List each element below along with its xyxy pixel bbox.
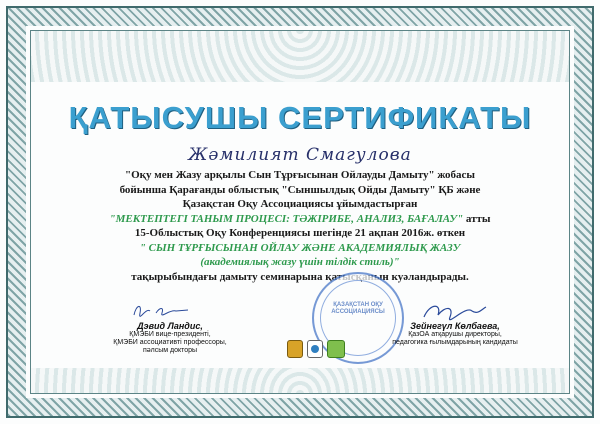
seminar-title: " СЫН ТҰРҒЫСЫНАН ОЙЛАУ ЖӘНЕ АКАДЕМИЯЛЫҚ ЖАЗУ [139,241,461,254]
signer-left-role: ҚМЭБИ ассоциативті профессоры, [113,339,227,346]
signer-left-role: пәлсым докторы [142,347,198,354]
conference-title: "МЕКТЕПТЕГІ ТАНЫМ ПРОЦЕСІ: ТӘЖІРИБЕ, АНАЛИЗ, БАҒАЛАУ" [109,212,464,225]
body-line [60,212,540,227]
certificate-title: ҚАТЫСУШЫ СЕРТИФИКАТЫ [68,100,532,135]
signer-right-role: педагогика ғылымдарының кандидаты [392,339,518,346]
recipient-name: Жәмилият Смагулова [188,145,412,165]
organization-logo-icon [307,340,323,358]
signer-left-role: ҚМЭБИ вице-президенті, [129,331,211,338]
signer-right-name: Зейнегүл Көлбаева, [410,321,500,331]
signature-left-icon [128,301,198,319]
signature-right-icon [420,301,490,323]
body-line: Қазақстан Оқу Ассоциациясы ұйымдастырған [182,198,418,210]
body-line: тақырыбындағы дамыту семинарына қатысқанын куәландырады. [131,270,469,283]
body-line: 15-Облыстық Оқу Конференциясы шегінде 21 ақпан 2016ж. өткен [134,227,466,239]
signer-right-role: ҚазОА атқарушы директоры, [408,331,502,338]
stamp-text: ҚАЗАҚСТАН ОҚУ АССОЦИАЦИЯСЫ [331,302,385,315]
body-line: "Оқу мен Жазу арқылы Сын Тұрғысынан Ойлауды Дамыту" жобасы [124,169,476,181]
organization-logo-icon [327,340,345,358]
body-line: бойынша Қарағанды облыстық "Сыншылдық Ойды Дамыту" ҚБ және [119,183,481,196]
signer-left-name: Дэвид Ландис, [137,321,203,331]
certificate-body [60,168,540,284]
signer-left [100,321,240,355]
organization-logo-icon [287,340,303,358]
official-stamp [312,272,404,364]
seminar-subtitle: (академиялық жазу үшін тілдік стиль)" [200,256,400,268]
signer-right [380,321,530,347]
body-line-rest: атты [463,212,491,225]
